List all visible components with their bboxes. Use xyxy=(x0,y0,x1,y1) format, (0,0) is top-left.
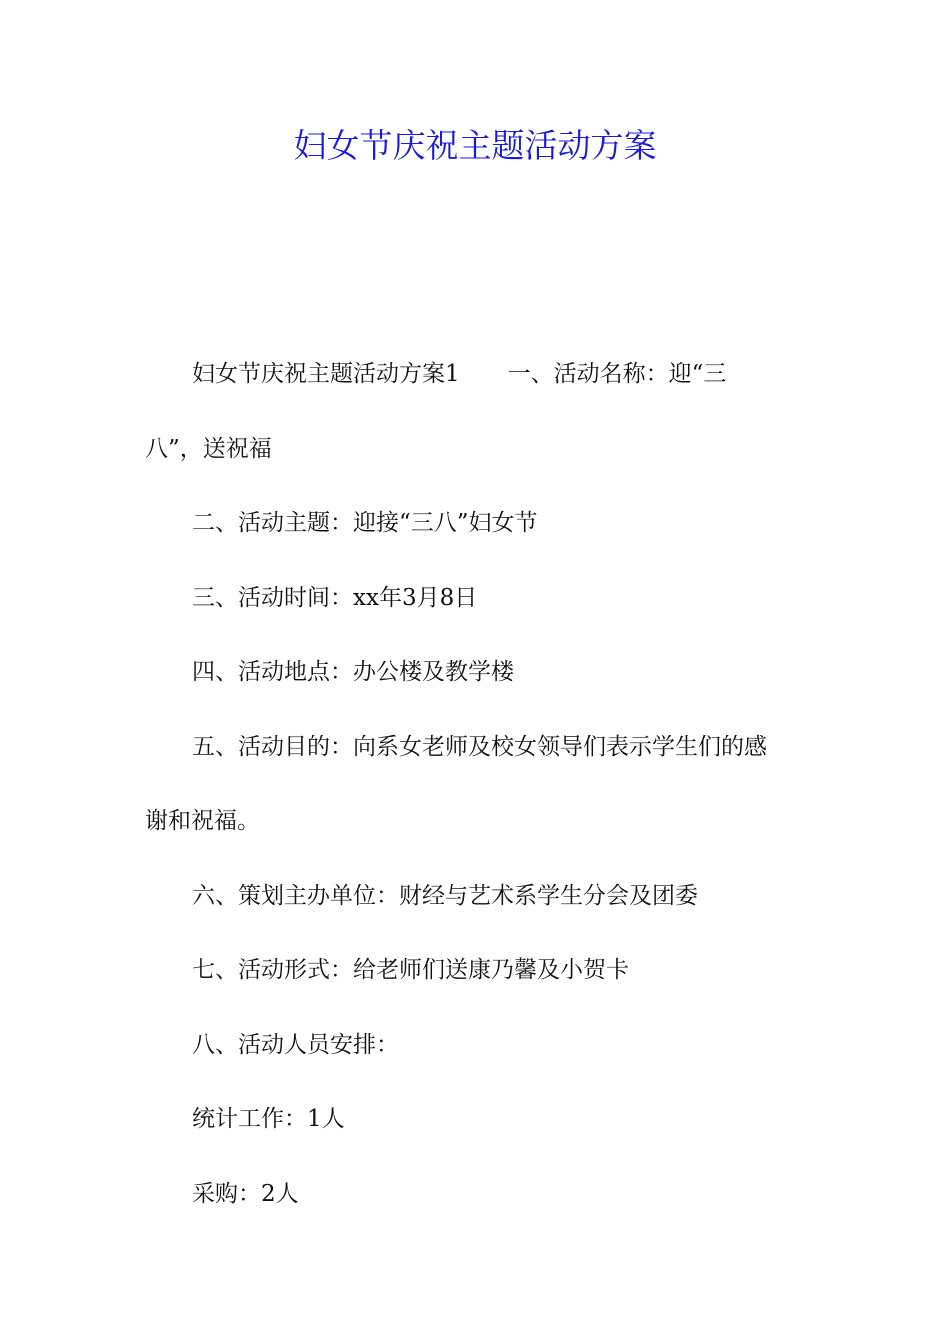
activity-name-text: 一、活动名称：迎“三 xyxy=(507,361,727,387)
document-title: 妇女节庆祝主题活动方案 xyxy=(293,126,657,165)
plan-heading-text: 妇女节庆祝主题活动方案1 xyxy=(192,361,460,387)
paragraph-activity-location: 四、活动地点：办公楼及教学楼 xyxy=(192,659,514,685)
paragraph-organizer: 六、策划主办单位：财经与艺术系学生分会及团委 xyxy=(192,882,698,909)
paragraph-activity-name-cont: 八”，送祝福 xyxy=(145,435,272,462)
paragraph-activity-purpose-cont: 谢和祝福。 xyxy=(145,808,260,834)
paragraph-statistics-work: 统计工作：1人 xyxy=(192,1106,345,1132)
paragraph-activity-theme: 二、活动主题：迎接“三八”妇女节 xyxy=(192,510,538,536)
paragraph-plan-heading xyxy=(145,337,805,412)
paragraph-staff-arrangement: 八、活动人员安排： xyxy=(192,1031,399,1058)
paragraph-activity-time: 三、活动时间：xx年3月8日 xyxy=(192,584,478,611)
paragraph-activity-form: 七、活动形式：给老师们送康乃馨及小贺卡 xyxy=(192,957,629,983)
document-body xyxy=(145,337,805,1231)
paragraph-purchasing: 采购：2人 xyxy=(192,1180,299,1207)
paragraph-activity-purpose: 五、活动目的：向系女老师及校女领导们表示学生们的感 xyxy=(192,733,767,760)
